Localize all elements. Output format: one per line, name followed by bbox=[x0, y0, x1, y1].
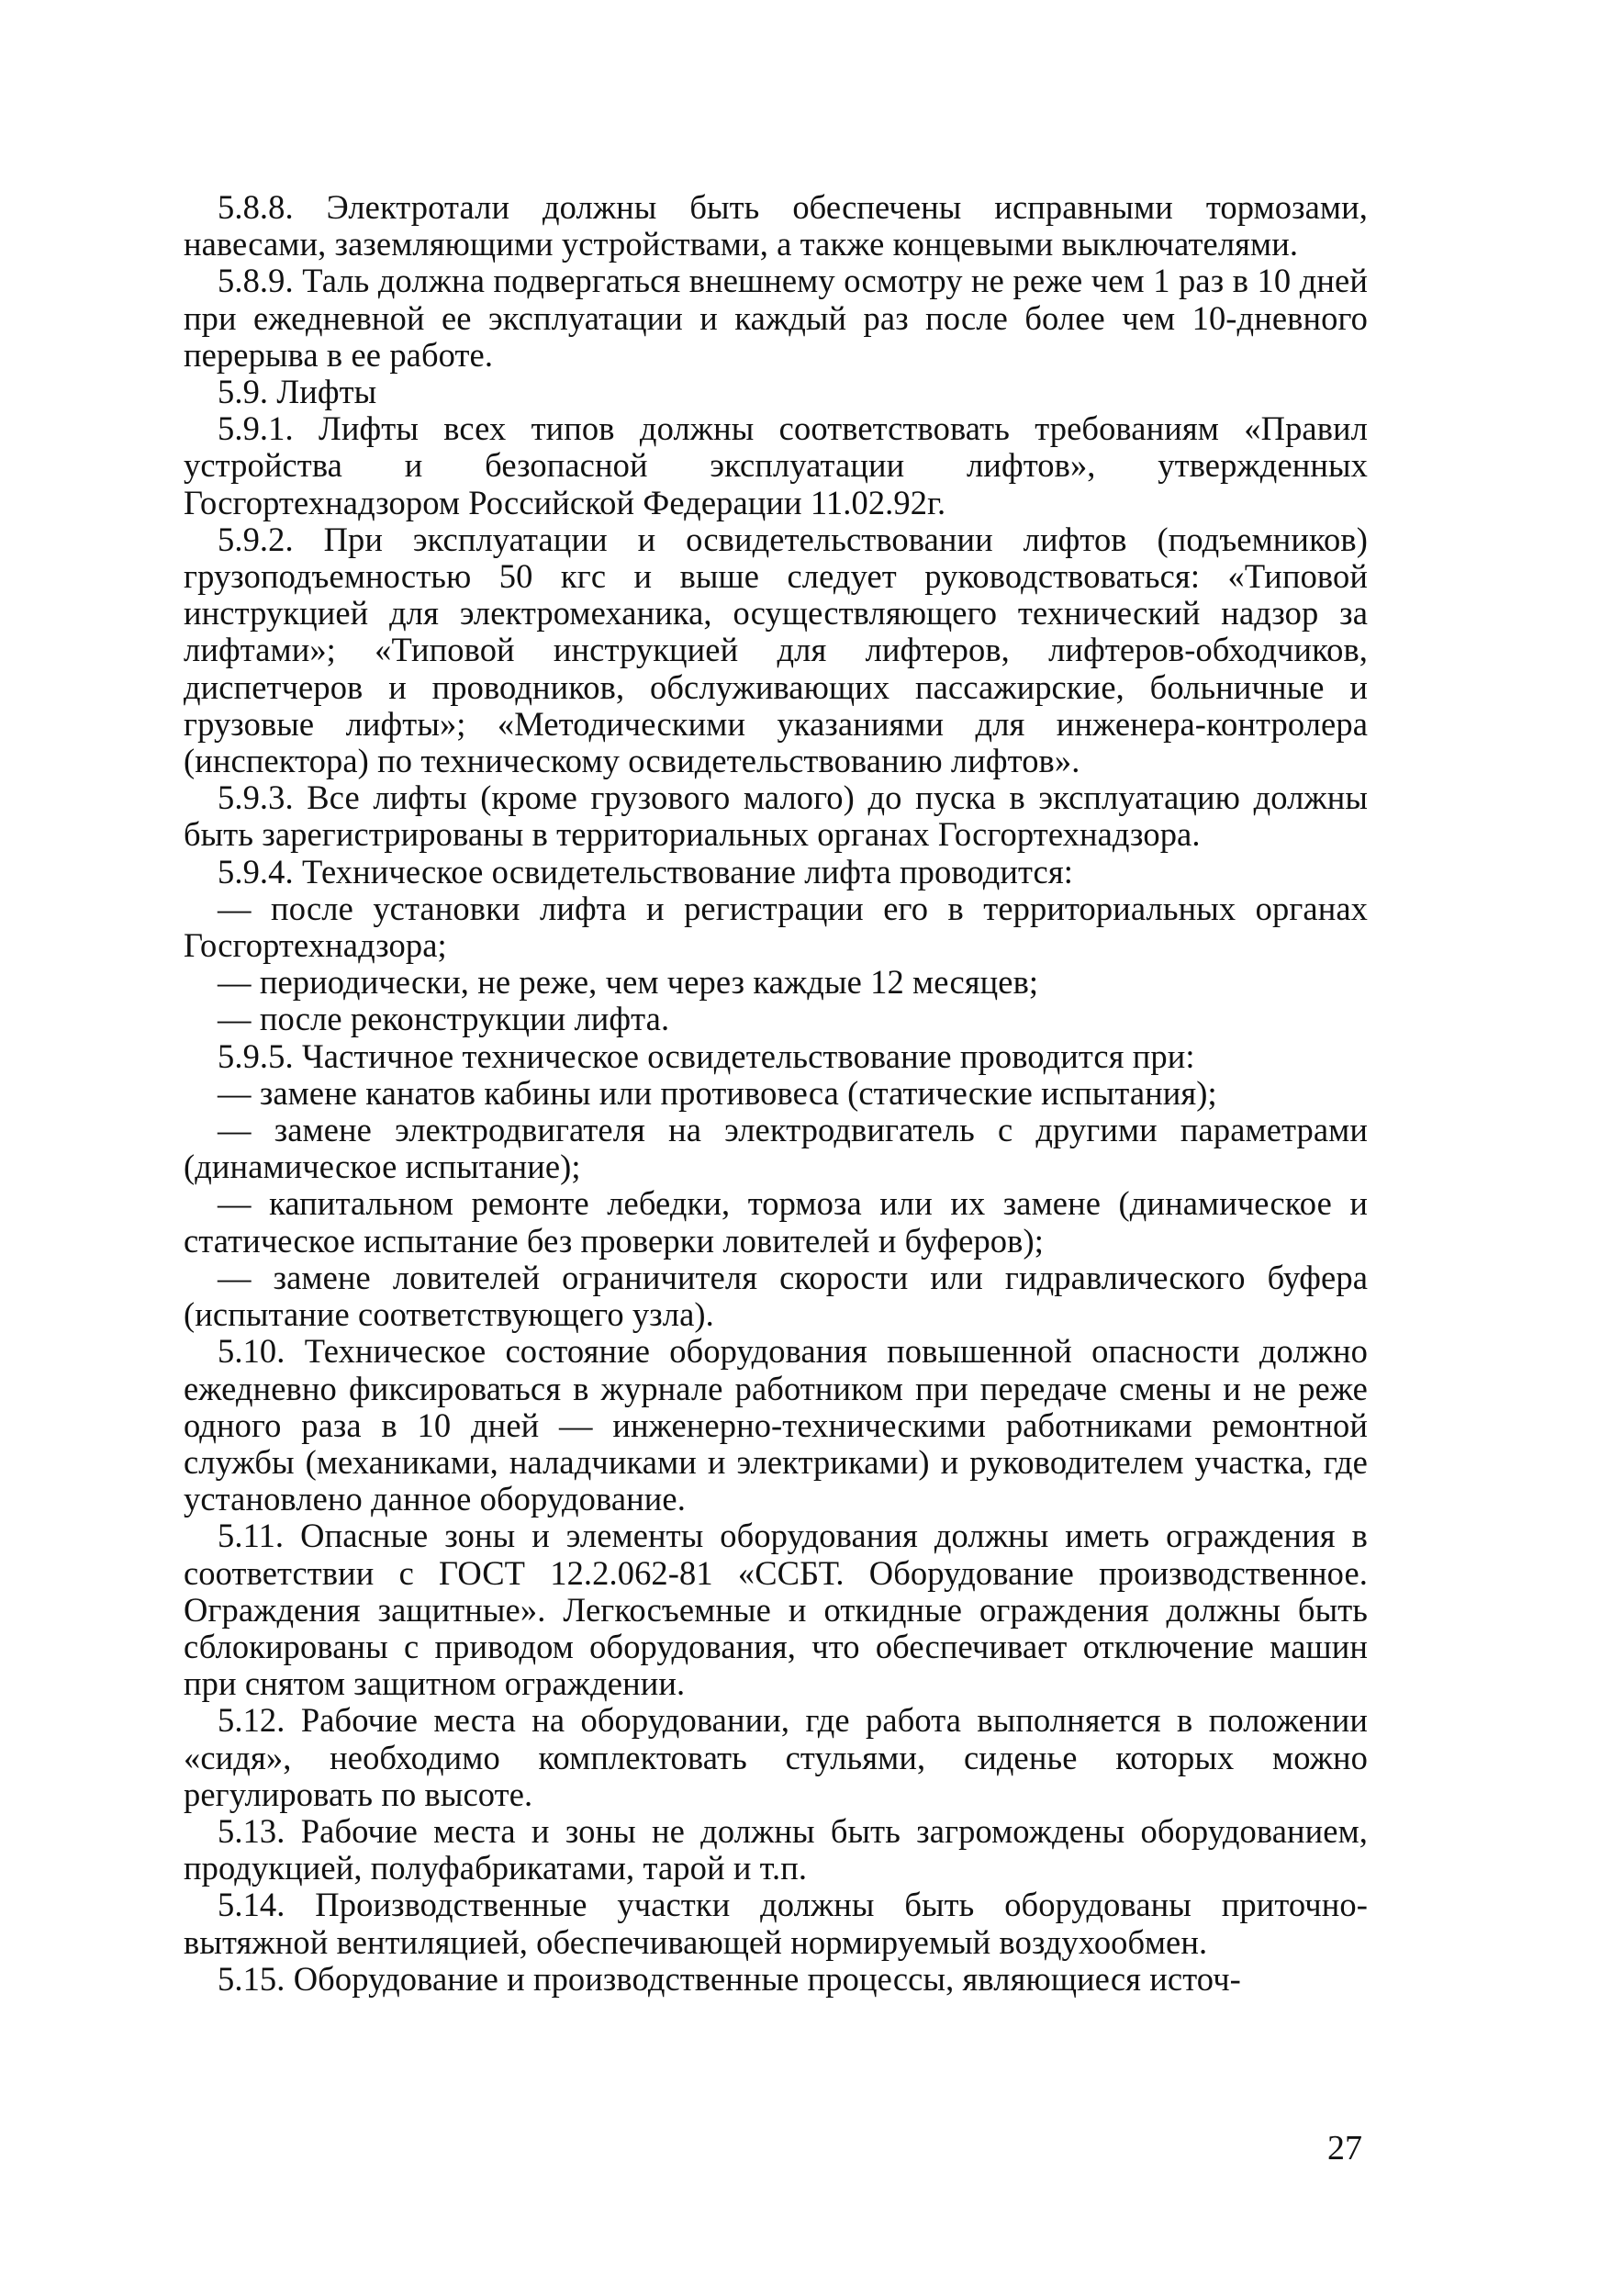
paragraph-5-15: 5.15. Оборудование и производственные процессы, являющиеся источ- bbox=[218, 1959, 1241, 1998]
paragraph-5-13: 5.13. Рабочие места и зоны не должны быть загромождены оборудованием, продукцией, полуфабрикатами, тарой и т.п. bbox=[184, 1811, 1368, 1887]
paragraph-5-10: 5.10. Техническое состояние оборудования повышенной опасности должно ежедневно фиксироваться в журнале работником при передаче смены и не реже одного раза в 10 дней — инженерно-техническими работниками ремонтной службы (механиками, наладчиками и электриками) и руководителем участка, где установлено данное оборудование. bbox=[184, 1332, 1368, 1518]
list-item: — после установки лифта и регистрации его в территориальных органах Госгортехнадзора; bbox=[184, 889, 1368, 965]
paragraph-5-14: 5.14. Производственные участки должны быть оборудованы приточно-вытяжной вентиляцией, обеспечивающей нормируемый воздухообмен. bbox=[184, 1886, 1368, 1961]
list-item: — замене канатов кабины или противовеса (статические испытания); bbox=[218, 1073, 1217, 1112]
paragraph-5-9-3: 5.9.3. Все лифты (кроме грузового малого) до пуска в эксплуатацию должны быть зарегистрированы в территориальных органах Госгортехнадзора. bbox=[184, 778, 1368, 854]
list-item: — периодически, не реже, чем через каждые 12 месяцев; bbox=[218, 963, 1039, 1002]
paragraph-5-11: 5.11. Опасные зоны и элементы оборудования должны иметь ограждения в соответствии с ГОСТ 12.2.062-81 «ССБТ. Оборудование производственное. Ограждения защитные». Легкосъемные и откидные ограждения должны быть сблокированы с приводом оборудования, что обеспечивает отключение машин при снятом защитном ограждении. bbox=[184, 1517, 1368, 1703]
paragraph-5-12: 5.12. Рабочие места на оборудовании, где работа выполняется в положении «сидя», необходимо комплектовать стульями, сиденье которых можно регулировать по высоте. bbox=[184, 1701, 1368, 1813]
paragraph-5-9-5: 5.9.5. Частичное техническое освидетельствование проводится при: bbox=[218, 1036, 1195, 1075]
paragraph-5-8-9: 5.8.9. Таль должна подвергаться внешнему осмотру не реже чем 1 раз в 10 дней при ежедневной ее эксплуатации и каждый раз после более чем 10-дневного перерыва в ее работе. bbox=[184, 262, 1368, 374]
list-item: — капитальном ремонте лебедки, тормоза или их замене (динамическое и статическое испытание без проверки ловителей и буферов); bbox=[184, 1184, 1368, 1260]
body-text bbox=[184, 189, 1368, 1998]
section-heading-5-9: 5.9. Лифты bbox=[218, 373, 377, 411]
paragraph-5-9-2: 5.9.2. При эксплуатации и освидетельствовании лифтов (подъемников) грузоподъемностью 50 кгс и выше следует руководствоваться: «Типовой инструкцией для электромеханика, осуществляющего технический надзор за лифтами»; «Типовой инструкцией для лифтеров, лифтеров-обходчиков, диспетчеров и проводников, обслуживающих пассажирские, больничные и грузовые лифты»; «Методическими указаниями для инженера-контролера (инспектора) по техническому освидетельствованию лифтов». bbox=[184, 520, 1368, 780]
list-item: — замене электродвигателя на электродвигатель с другими параметрами (динамическое испытание); bbox=[184, 1111, 1368, 1186]
list-item: — замене ловителей ограничителя скорости или гидравлического буфера (испытание соответствующего узла). bbox=[184, 1258, 1368, 1334]
paragraph-5-9-4: 5.9.4. Техническое освидетельствование лифта проводится: bbox=[218, 852, 1073, 890]
page-number: 27 bbox=[1327, 2129, 1362, 2167]
paragraph-5-8-8: 5.8.8. Электротали должны быть обеспечены исправными тормозами, навесами, заземляющими устройствами, а также концевыми выключателями. bbox=[184, 188, 1368, 263]
list-item: — после реконструкции лифта. bbox=[218, 1000, 670, 1038]
paragraph-5-9-1: 5.9.1. Лифты всех типов должны соответствовать требованиям «Правил устройства и безопасной эксплуатации лифтов», утвержденных Госгортехнадзором Российской Федерации 11.02.92г. bbox=[184, 409, 1368, 521]
